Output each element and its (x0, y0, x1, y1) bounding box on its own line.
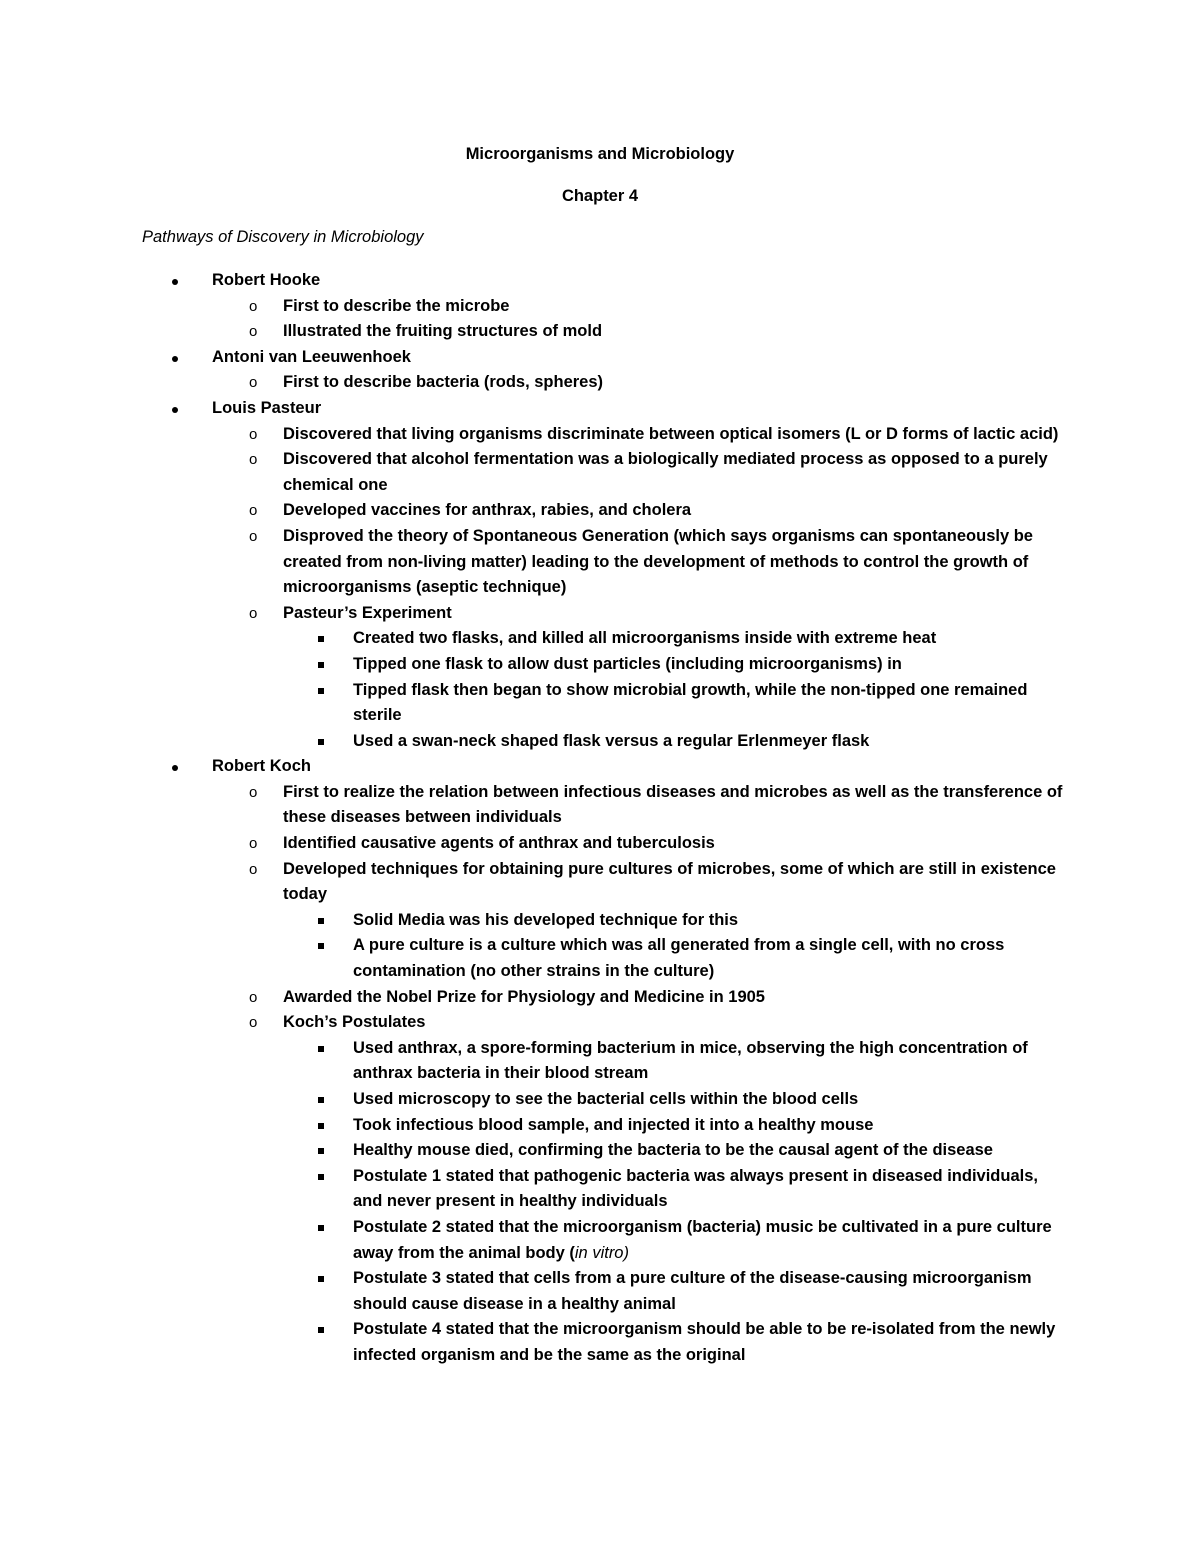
list-item (0, 1215, 1200, 1266)
list-item (0, 447, 1200, 498)
list-item (0, 1010, 1200, 1036)
bullet-square-icon (318, 729, 324, 755)
scientist-name: Robert Hooke (212, 271, 321, 289)
chapter-heading: Chapter 4 (561, 187, 639, 205)
list-item (0, 831, 1200, 857)
list-item-text: Healthy mouse died, confirming the bacteria to be the causal agent of the disease (353, 1141, 993, 1160)
bullet-square-icon (318, 1266, 324, 1292)
postulate-2-italic: in vitro) (574, 1243, 629, 1262)
list-item-text: Developed techniques for obtaining pure cultures of microbes, some of which are still in existence today (283, 859, 1056, 904)
bullet-circle-icon: o (249, 297, 258, 315)
list-item-text: Pasteur’s Experiment (283, 603, 452, 622)
list-item-text: Identified causative agents of anthrax and tuberculosis (283, 834, 715, 853)
bullet-circle-icon: o (249, 835, 258, 853)
bullet-circle-icon: o (249, 374, 258, 392)
bullet-square-icon (318, 1215, 324, 1241)
outline-list (0, 268, 1200, 1369)
list-item-text: Used anthrax, a spore-forming bacterium in mice, observing the high concentration of anthrax bacteria in their blood stream (353, 1038, 1028, 1083)
list-item (0, 780, 1200, 831)
postulate-2-text: Postulate 2 stated that the microorganism (bacteria) music be cultivated in a pure culture away from the animal body ( (353, 1217, 1052, 1262)
list-item (0, 1036, 1200, 1087)
list-item (0, 1138, 1200, 1164)
list-item (0, 498, 1200, 524)
list-item-text: Took infectious blood sample, and injected it into a healthy mouse (353, 1115, 874, 1134)
list-item-text: Tipped flask then began to show microbial growth, while the non-tipped one remained sterile (353, 680, 1028, 725)
list-item (0, 908, 1200, 934)
list-item (0, 319, 1200, 345)
list-item (0, 294, 1200, 320)
list-item (0, 1164, 1200, 1215)
bullet-square-icon (318, 1164, 324, 1190)
scientist-name: Louis Pasteur (212, 398, 322, 417)
bullet-dot-icon (172, 345, 178, 371)
list-item-text: Discovered that alcohol fermentation was a biologically mediated process as opposed to a purely chemical one (283, 450, 1048, 494)
section-heading: Pathways of Discovery in Microbiology (142, 228, 424, 246)
bullet-circle-icon: o (249, 502, 258, 520)
bullet-circle-icon: o (249, 527, 258, 545)
list-item (0, 370, 1200, 396)
list-item (0, 857, 1200, 908)
bullet-square-icon (318, 626, 324, 652)
list-item (0, 524, 1200, 601)
bullet-dot-icon (172, 396, 178, 422)
list-item-text: First to describe bacteria (rods, spheres) (283, 373, 604, 392)
bullet-circle-icon: o (249, 451, 258, 469)
list-item-text: Koch’s Postulates (283, 1013, 426, 1032)
list-item-text: Created two flasks, and killed all microorganisms inside with extreme heat (353, 629, 937, 648)
bullet-square-icon (318, 1138, 324, 1164)
list-item (0, 1317, 1200, 1368)
list-item (0, 933, 1200, 984)
list-item (0, 422, 1200, 448)
bullet-square-icon (318, 933, 324, 959)
list-item-robert-koch (0, 754, 1200, 780)
list-item (0, 1087, 1200, 1113)
list-item-text: Developed vaccines for anthrax, rabies, and cholera (283, 501, 692, 520)
bullet-circle-icon: o (249, 988, 258, 1006)
bullet-square-icon (318, 1087, 324, 1113)
list-item-text: Used microscopy to see the bacterial cells within the blood cells (353, 1090, 859, 1108)
list-item-leeuwenhoek (0, 345, 1200, 371)
bullet-circle-icon: o (249, 783, 258, 801)
list-item-text: Disproved the theory of Spontaneous Generation (which says organisms can spontaneously be created from non-living matter) leading to the development of methods to control the growth of microorganisms (aseptic technique) (283, 526, 1033, 597)
list-item (0, 1113, 1200, 1139)
list-item-text: Discovered that living organisms discriminate between optical isomers (L or D forms of lactic acid) (283, 424, 1059, 443)
list-item-text: First to describe the microbe (283, 296, 510, 315)
bullet-square-icon (318, 1317, 324, 1343)
bullet-square-icon (318, 1036, 324, 1062)
list-item (0, 1266, 1200, 1317)
list-item (0, 626, 1200, 652)
bullet-circle-icon: o (249, 1014, 258, 1032)
list-item-text: Postulate 1 stated that pathogenic bacteria was always present in diseased individuals, and never present in healthy individuals (353, 1166, 1038, 1211)
list-item-text: Solid Media was his developed technique for this (353, 910, 739, 929)
list-item (0, 601, 1200, 627)
bullet-dot-icon (172, 268, 178, 294)
list-item-text: Illustrated the fruiting structures of mold (283, 322, 603, 341)
list-item (0, 678, 1200, 729)
scientist-name: Robert Koch (212, 757, 311, 776)
bullet-circle-icon: o (249, 604, 258, 622)
bullet-square-icon (318, 652, 324, 678)
list-item-text: Tipped one flask to allow dust particles (including microorganisms) in (353, 654, 902, 673)
list-item-louis-pasteur (0, 396, 1200, 422)
list-item (0, 652, 1200, 678)
list-item-text: A pure culture is a culture which was all generated from a single cell, with no cross contamination (no other strains in the culture) (353, 936, 1005, 981)
list-item-text: Awarded the Nobel Prize for Physiology and Medicine in 1905 (283, 987, 765, 1006)
bullet-square-icon (318, 1113, 324, 1139)
list-item-text: Postulate 3 stated that cells from a pure culture of the disease-causing microorganism should cause disease in a healthy animal (353, 1269, 1032, 1313)
bullet-circle-icon: o (249, 860, 258, 878)
bullet-square-icon (318, 678, 324, 704)
list-item-text: First to realize the relation between infectious diseases and microbes as well as the transference of these diseases between individuals (283, 782, 1063, 827)
bullet-circle-icon: o (249, 425, 258, 443)
list-item-text: Postulate 4 stated that the microorganism should be able to be re-isolated from the newly infected organism and be the same as the original (353, 1320, 1056, 1364)
document-title: Microorganisms and Microbiology (465, 145, 735, 163)
bullet-circle-icon: o (249, 323, 258, 341)
list-item-robert-hooke (0, 268, 1200, 294)
list-item-text (353, 1218, 1052, 1262)
list-item-text: Used a swan-neck shaped flask versus a regular Erlenmeyer flask (353, 731, 870, 750)
list-item (0, 985, 1200, 1011)
bullet-square-icon (318, 908, 324, 934)
scientist-name: Antoni van Leeuwenhoek (212, 347, 411, 366)
bullet-dot-icon (172, 754, 178, 780)
list-item (0, 729, 1200, 755)
